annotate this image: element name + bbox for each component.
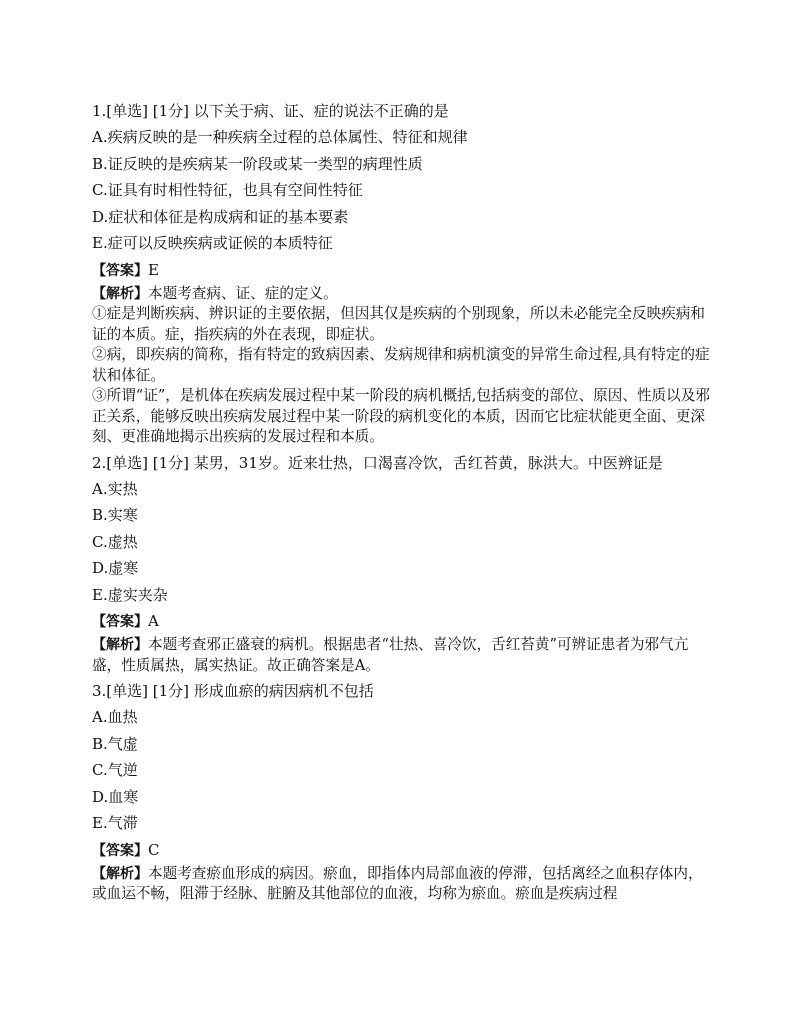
option-b: B.实寒 xyxy=(92,506,138,524)
option-d: D.症状和体征是构成病和证的基本要素 xyxy=(92,207,349,226)
explanation-point-1: ①症是判断疾病、辨识证的主要依据，但因其仅是疾病的个别现象，所以未必能完全反映疾病和证的本质。症，指疾病的外在表现，即症状。 xyxy=(92,305,705,343)
explanation-body: 本题考查瘀血形成的病因。瘀血，即指体内局部血液的停滞，包括离经之血积存体内，或血运不畅，阻滞于经脉、脏腑及其他部位的血液，均称为瘀血。瘀血是疾病过程 xyxy=(92,864,703,902)
option-c: C.证具有时相性特征，也具有空间性特征 xyxy=(92,181,363,199)
answer-value: C xyxy=(148,840,160,859)
question-title: 2.[单选] [1分] 某男，31岁。近来壮热，口渴喜冷饮，舌红苔黄，脉洪大。中医辨证是 xyxy=(92,453,663,472)
option-d: D.血寒 xyxy=(92,787,139,806)
explanation xyxy=(92,635,712,676)
explanation-text xyxy=(92,635,712,676)
question-1 xyxy=(92,100,712,448)
explanation xyxy=(92,284,712,448)
answer-line xyxy=(92,610,712,633)
explanation-text xyxy=(92,864,712,905)
answer-label: 【答案】 xyxy=(92,614,148,630)
answer-label: 【答案】 xyxy=(92,842,148,859)
explanation-intro xyxy=(92,284,712,305)
answer-line xyxy=(92,839,712,862)
explanation xyxy=(92,864,712,905)
explanation-label: 【解析】 xyxy=(92,865,148,882)
explanation-intro-text: 本题考查病、证、症的定义。 xyxy=(148,284,338,302)
question-title: 3.[单选] [1分] 形成血瘀的病因病机不包括 xyxy=(92,682,374,700)
option-a: A.实热 xyxy=(92,479,138,498)
answer-value: E xyxy=(148,260,159,279)
option-e: E.气滞 xyxy=(92,814,138,832)
question-3 xyxy=(92,680,712,905)
explanation-body: 本题考查邪正盛衰的病机。根据患者“壮热、喜冷饮，舌红苔黄”可辨证患者为邪气亢盛，性质属热，属实热证。故正确答案是A。 xyxy=(92,636,689,674)
option-b: B.气虚 xyxy=(92,734,138,753)
explanation-point-3: ③所谓“证”，是机体在疾病发展过程中某一阶段的病机概括,包括病变的部位、原因、性质以及邪正关系，能够反映出疾病发展过程中某一阶段的病机变化的本质，因而它比症状能更全面、更深刻、更准确地揭示出疾病的发展过程和本质。 xyxy=(92,387,710,445)
option-b: B.证反映的是疾病某一阶段或某一类型的病理性质 xyxy=(92,154,423,173)
option-c: C.虚热 xyxy=(92,532,138,551)
option-e: E.症可以反映疾病或证候的本质特征 xyxy=(92,234,333,252)
option-e: E.虚实夹杂 xyxy=(92,585,168,604)
explanation-label: 【解析】 xyxy=(92,285,148,302)
option-c: C.气逆 xyxy=(92,761,138,779)
explanation-point-2: ②病，即疾病的简称，指有特定的致病因素、发病规律和病机演变的异常生命过程,具有特定的症状和体征。 xyxy=(92,346,710,384)
answer-line xyxy=(92,259,712,282)
answer-value: A xyxy=(148,612,159,630)
option-a: A.血热 xyxy=(92,708,138,726)
explanation-label: 【解析】 xyxy=(92,637,148,653)
question-2 xyxy=(92,452,712,677)
option-a: A.疾病反映的是一种疾病全过程的总体属性、特征和规律 xyxy=(92,128,468,146)
question-title: 1.[单选] [1分] 以下关于病、证、症的说法不正确的是 xyxy=(92,102,449,120)
document-page xyxy=(92,100,712,909)
option-d: D.虚寒 xyxy=(92,559,139,577)
answer-label: 【答案】 xyxy=(92,262,148,279)
